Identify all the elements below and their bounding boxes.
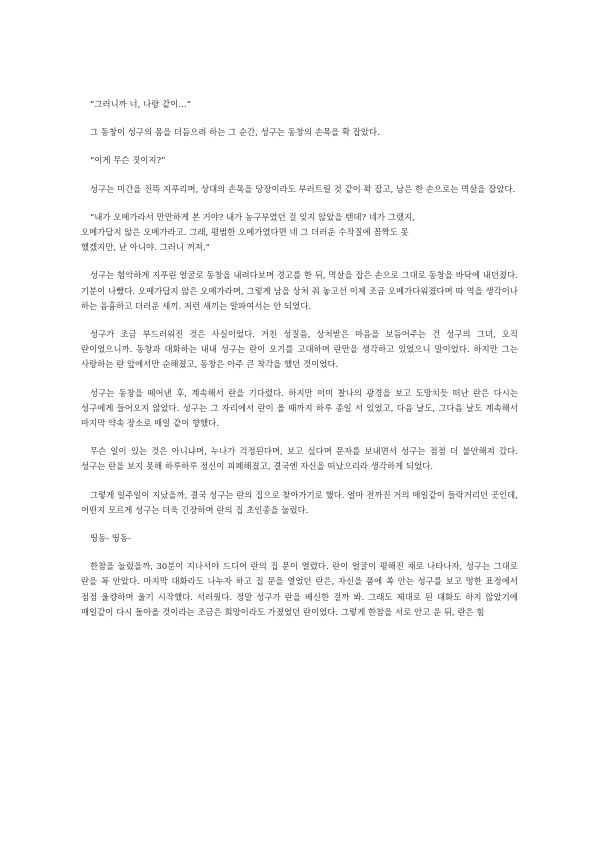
story-body [81,97,518,633]
narration-paragraph: 성구는 동창을 떼어낸 후, 계속해서 란을 기다렸다. 하지만 이미 찰나의 광경을 보고 도망치듯 떠난 란은 다시는 성구에게 들어오지 않았다. 성구는 그 자리에서 란이 올 때까지 하루 종일 서 있었고, 다음 날도, 그다음 날도 계속해서 마지막 약속 장소로 매일 같이 향했다. [81,387,518,429]
narration-paragraph: 그렇게 일주일이 지났을까, 결국 성구는 란의 집으로 찾아가기로 했다. 얼마 전까진 거의 매일같이 들락거리던 곳인데, 어떤지 모르게 성구는 더욱 긴장하며 란의 집 초인종을 눌렀다. [81,489,518,515]
narration-paragraph: 성구가 조금 부드러워진 것은 사실이었다. 거친 성질음, 상처받은 마음을 보듬어주는 건 성구의 그녀, 오직 란이었으니까. 동창과 대화하는 내내 성구는 란이 오기를 고대하며 란만을 생각하고 있었으니 말이었다. 하지만 그는 사랑하는 란 앞에서만 순해졌고, 동창은 아주 큰 착각을 했던 것이었다. [81,329,518,370]
narration-paragraph: 그 동창이 성구의 몸을 더듬으려 하는 그 순간, 성구는 동창의 손목을 확 잡았다. [90,127,380,138]
sound-effect-paragraph: 띵동- 띵동- [90,533,132,544]
dialogue-paragraph: “내가 오메가라서 만만하게 본 거야? 내가 농구부였던 걸 잊지 않았을 텐데? 네가 그랬지, 오메가답지 않은 오메가라고. 그래, 평범한 오메가였다면 네 그 더러운 수작질에 꼼짝도 못 했겠지만, 난 아니야. 그러니 꺼져.” [81,211,415,253]
narration-paragraph: 성구는 험악하게 지푸린 얼굴로 동창을 내려다보며 경고를 한 뒤, 멱살을 잡은 손으로 그대로 동창을 바닥에 내던졌다. 기분이 나빴다. 오메가답지 않은 오메가라며, 그렇게 남을 상처 줘 놓고선 이제 조금 오메가다워졌다며 따 역을 생각이나 하는 음흉하고 더러운 새끼. 저런 새끼는 알파여서는 안 되었다. [81,270,518,311]
narration-paragraph: 성구는 미간을 진뜩 지푸리며, 상대의 손목을 당장이라도 부러트릴 것 같이 꽉 잡고, 남은 한 손으로는 멱살을 잡았다. [90,183,516,194]
dialogue-paragraph: “이게 무슨 짓이지?” [90,155,166,166]
narration-paragraph: 무슨 일이 있는 것은 아니냐며, 누나가 걱정된다며, 보고 싶다며 문자를 보내면서 성구는 점점 더 불안해져 갔다. 성구는 란을 보지 못해 하루하루 정신이 피폐해졌고, 결국엔 자신을 떠났으리라 생각하게 되었다. [81,446,518,472]
narration-paragraph: 한참을 눌렀을까, 30분이 지나서야 드디어 란의 집 문이 열렸다. 란이 얼굴이 평해진 채로 나타나자, 성구는 그대로 란을 꼭 안았다. 마지막 대화라도 나누자 하고 집 문을 열었던 란은, 자신을 품에 쏙 안는 성구를 보고 멍한 표정에서 점점 울컁하며 울기 시작했다. 서러웠다. 정말 성구가 란을 배신한 걸까 봐. 그래도 제대로 된 대화도 하지 않았기에 매일같이 다시 돌아올 것이라는 조금은 희망이라도 가졌었던 란이었다. 그렇게 한참을 서로 안고 운 뒤, 란은 힘 [81,561,518,617]
dialogue-paragraph: “그러니까 너, 나랑 같이…” [90,99,192,109]
